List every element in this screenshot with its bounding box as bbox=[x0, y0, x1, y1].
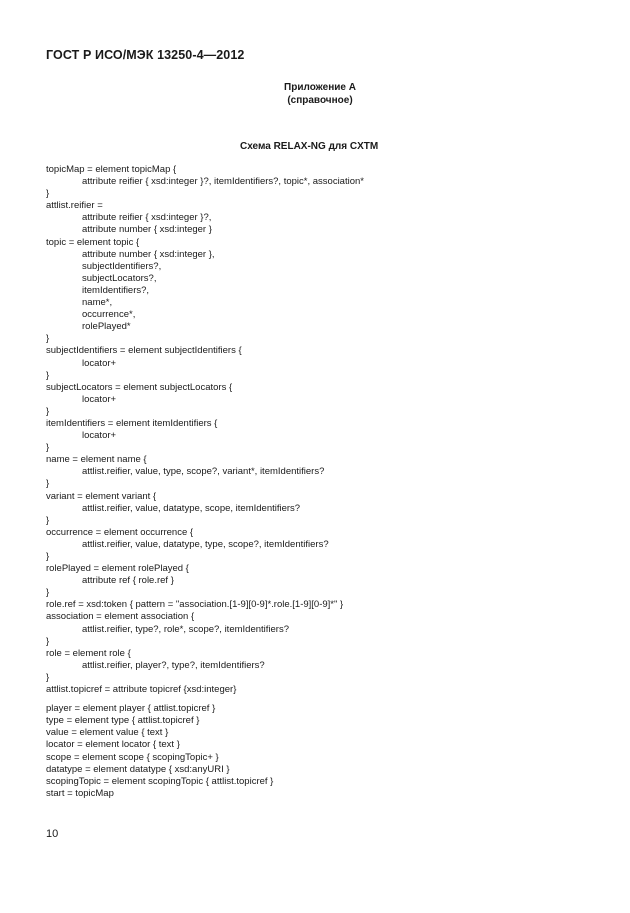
code-line: itemIdentifiers?, bbox=[82, 284, 150, 296]
code-line: topicMap = element topicMap { bbox=[46, 164, 177, 175]
code-line: } bbox=[46, 551, 50, 562]
code-line: variant = element variant { bbox=[46, 490, 157, 502]
code-line: attlist.reifier, player?, type?, itemIdentifiers? bbox=[82, 659, 265, 671]
code-line: } bbox=[46, 369, 50, 381]
code-line: scopingTopic = element scopingTopic { attlist.topicref } bbox=[46, 775, 274, 787]
schema-code-listing bbox=[46, 164, 364, 800]
schema-title: Схема RELAX-NG для CXTM bbox=[240, 141, 379, 152]
code-line: attlist.reifier, value, datatype, scope, itemIdentifiers? bbox=[82, 502, 301, 514]
code-line: association = element association { bbox=[46, 611, 195, 623]
code-line: attribute ref { role.ref } bbox=[82, 575, 174, 587]
code-line: occurrence*, bbox=[82, 309, 136, 321]
code-line: rolePlayed* bbox=[82, 321, 131, 333]
code-line: subjectIdentifiers = element subjectIdentifiers { bbox=[46, 345, 242, 357]
code-line: player = element player { attlist.topicref } bbox=[46, 703, 216, 715]
code-line: datatype = element datatype { xsd:anyURI } bbox=[46, 763, 230, 775]
document-header: ГОСТ Р ИСО/МЭК 13250-4—2012 bbox=[46, 48, 245, 62]
code-line: attribute number { xsd:integer } bbox=[82, 224, 212, 236]
code-line: occurrence = element occurrence { bbox=[46, 526, 194, 538]
block-spacer bbox=[46, 696, 364, 703]
code-line: attribute reifier { xsd:integer }?, bbox=[82, 212, 212, 224]
code-line: subjectIdentifiers?, bbox=[82, 260, 162, 272]
code-line: } bbox=[46, 188, 50, 200]
appendix-title: Приложение А bbox=[284, 82, 356, 93]
code-line: scope = element scope { scopingTopic+ } bbox=[46, 751, 219, 763]
code-line: attlist.topicref = attribute topicref {xsd:integer} bbox=[46, 684, 237, 696]
code-line: attlist.reifier, value, type, scope?, variant*, itemIdentifiers? bbox=[82, 466, 325, 478]
code-line: } bbox=[46, 671, 50, 683]
code-line: attribute number { xsd:integer }, bbox=[82, 248, 215, 260]
code-line: locator+ bbox=[82, 393, 117, 405]
code-line: attlist.reifier, value, datatype, type, scope?, itemIdentifiers? bbox=[82, 538, 329, 550]
code-line: subjectLocators = element subjectLocators { bbox=[46, 381, 233, 393]
code-line: itemIdentifiers = element itemIdentifiers { bbox=[46, 417, 218, 429]
code-line: locator = element locator { text } bbox=[46, 739, 180, 751]
code-line: attribute reifier { xsd:integer }?, itemIdentifiers?, topic*, association* bbox=[82, 176, 364, 188]
code-line: } bbox=[46, 635, 50, 647]
code-line: value = element value { text } bbox=[46, 727, 169, 739]
code-line: } bbox=[46, 333, 50, 345]
code-line: } bbox=[46, 442, 50, 454]
appendix-subtitle: (справочное) bbox=[287, 95, 353, 106]
code-line: } bbox=[46, 514, 50, 526]
code-line: name*, bbox=[82, 297, 113, 309]
code-line: subjectLocators?, bbox=[82, 272, 157, 284]
code-line: role.ref = xsd:token { pattern = "association.[1-9][0-9]*.role.[1-9][0-9]*" } bbox=[46, 599, 344, 611]
code-line: } bbox=[46, 405, 50, 417]
code-line: } bbox=[46, 587, 50, 599]
code-line: rolePlayed = element rolePlayed { bbox=[46, 563, 189, 575]
code-line: topic = element topic { bbox=[46, 236, 140, 248]
code-line: } bbox=[46, 478, 50, 490]
page-number: 10 bbox=[46, 828, 59, 840]
code-line: locator+ bbox=[82, 430, 117, 442]
code-line: start = topicMap bbox=[46, 787, 114, 799]
code-line: type = element type { attlist.topicref } bbox=[46, 715, 200, 727]
code-line: locator+ bbox=[82, 357, 117, 369]
code-line: role = element role { bbox=[46, 647, 131, 659]
code-line: attlist.reifier = bbox=[46, 200, 103, 212]
code-line: name = element name { bbox=[46, 454, 147, 466]
appendix-heading bbox=[270, 81, 370, 107]
code-line: attlist.reifier, type?, role*, scope?, itemIdentifiers? bbox=[82, 623, 289, 635]
